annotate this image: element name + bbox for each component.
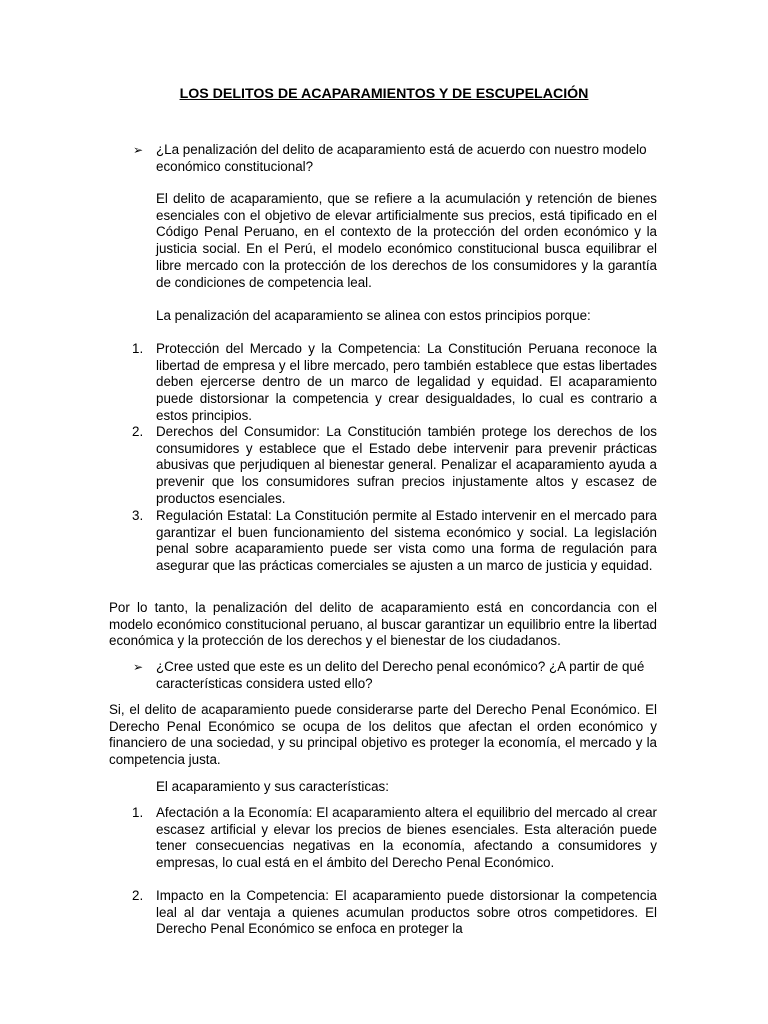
list-item-text: Impacto en la Competencia: El acaparamiento puede distorsionar la competencia leal al dar ventaja a quienes acumulan productos sobre otros competidores. El Derecho Penal Económico se enfoca en proteger la (156, 888, 657, 937)
paragraph-1: El delito de acaparamiento, que se refiere a la acumulación y retención de bienes esenciales con el objetivo de elevar artificialmente sus precios, está tipificado en el Código Penal Peruano, en el contexto de la protección del orden económico y la justicia social. En el Perú, el modelo económico constitucional busca equilibrar el libre mercado con la protección de los derechos de los consumidores y la garantía de condiciones de competencia leal. (156, 191, 657, 290)
paragraph-2: La penalización del acaparamiento se alinea con estos principios porque: (156, 308, 591, 323)
list-item (132, 341, 657, 425)
paragraph-3: Por lo tanto, la penalización del delito de acaparamiento está en concordancia con el modelo económico constitucional peruano, al buscar garantizar un equilibrio entre la libertad económica y la protección de los derechos y el bienestar de los ciudadanos. (109, 600, 657, 649)
list-item (132, 424, 657, 508)
list-item-text: Derechos del Consumidor: La Constitución también protege los derechos de los consumidores y establece que el Estado debe intervenir para prevenir prácticas abusivas que perjudiquen al bienestar general. Penalizar el acaparamiento ayuda a prevenir que los consumidores sufran precios injustamente altos y escasez de productos esenciales. (156, 424, 657, 506)
paragraph-5: El acaparamiento y sus características: (156, 779, 389, 794)
question-1 (133, 142, 657, 175)
list-item (132, 805, 657, 872)
arrow-bullet-icon: ➢ (133, 143, 144, 157)
list-item (132, 508, 657, 575)
list-item-text: Afectación a la Economía: El acaparamiento altera el equilibrio del mercado al crear escasez artificial y elevar los precios de bienes esenciales. Esta alteración puede tener consecuencias negativas en la economía, afectando a consumidores y empresas, lo cual está en el ámbito del Derecho Penal Económico. (156, 805, 657, 871)
list-item-text: Protección del Mercado y la Competencia: La Constitución Peruana reconoce la libertad de empresa y el libre mercado, pero también establece que estas libertades deben ejercerse dentro de un marco de legalidad y equidad. El acaparamiento puede distorsionar la competencia y crear desigualdades, lo cual es contrario a estos principios. (156, 341, 657, 423)
paragraph-4: Si, el delito de acaparamiento puede considerarse parte del Derecho Penal Económico. El Derecho Penal Económico se ocupa de los delitos que afectan el orden económico y financiero de una sociedad, y su principal objetivo es proteger la economía, el mercado y la competencia justa. (109, 702, 657, 768)
list-number: 1. (132, 341, 144, 356)
list-number: 2. (132, 424, 144, 439)
list-number: 3. (132, 508, 144, 523)
page-title: LOS DELITOS DE ACAPARAMIENTOS Y DE ESCUPELACIÓN (179, 86, 589, 102)
list-number: 1. (132, 805, 144, 820)
list-number: 2. (132, 888, 144, 903)
question-1-text: ¿La penalización del delito de acaparamiento está de acuerdo con nuestro modelo económico constitucional? (156, 142, 647, 174)
list-item (132, 888, 657, 938)
question-2 (133, 659, 657, 692)
arrow-bullet-icon: ➢ (133, 660, 144, 674)
list-item-text: Regulación Estatal: La Constitución permite al Estado intervenir en el mercado para garantizar el buen funcionamiento del sistema económico y social. La legislación penal sobre acaparamiento puede ser vista como una forma de regulación para asegurar que las prácticas comerciales se ajusten a un marco de justicia y equidad. (156, 508, 657, 574)
question-2-text: ¿Cree usted que este es un delito del Derecho penal económico? ¿A partir de qué características considera usted ello? (156, 659, 645, 691)
